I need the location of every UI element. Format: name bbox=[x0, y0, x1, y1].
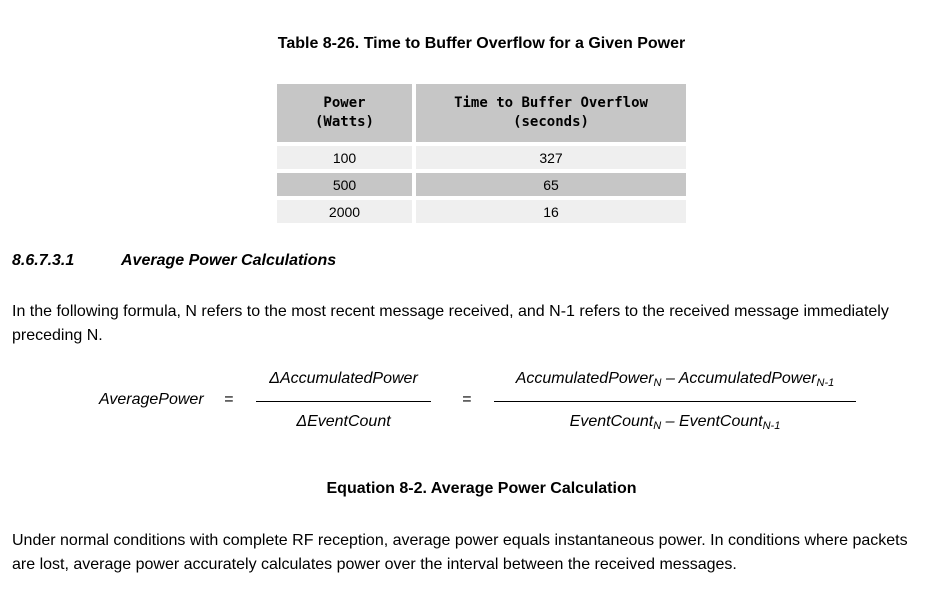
minus-sign: – bbox=[661, 413, 679, 430]
fraction2-numerator bbox=[494, 370, 856, 389]
paragraph-conditions: Under normal conditions with complete RF reception, average power equals instantaneous power. In conditions where packets are lost, average power accurately calculates power over the interval between the received messages. bbox=[12, 532, 908, 573]
fraction1-bar bbox=[256, 401, 431, 402]
equation-caption: Equation 8-2. Average Power Calculation bbox=[326, 480, 637, 497]
table-row bbox=[277, 200, 687, 223]
buffer-overflow-table bbox=[277, 84, 687, 223]
subscript: N-1 bbox=[816, 377, 835, 389]
subscript: N bbox=[653, 420, 662, 432]
equals-sign: = bbox=[462, 391, 472, 408]
paragraph-intro: In the following formula, N refers to the most recent message received, and N-1 refers to the received message immediately preceding N. bbox=[12, 303, 889, 344]
table-row bbox=[277, 146, 687, 169]
minus-sign: – bbox=[661, 370, 679, 387]
equation-lhs: AveragePower bbox=[99, 391, 204, 408]
term: AccumulatedPower bbox=[515, 370, 654, 387]
table-row bbox=[277, 173, 687, 196]
column-header-power: Power (Watts) bbox=[277, 84, 412, 142]
table-caption: Table 8-26. Time to Buffer Overflow for a Given Power bbox=[277, 35, 686, 52]
table-cell: 500 bbox=[277, 173, 412, 196]
table-cell: 327 bbox=[416, 146, 686, 169]
table-cell: 2000 bbox=[277, 200, 412, 223]
subscript: N bbox=[653, 377, 662, 389]
fraction1-denominator: ΔEventCount bbox=[296, 413, 391, 430]
subscript: N-1 bbox=[762, 420, 781, 432]
section-title: Average Power Calculations bbox=[121, 252, 337, 269]
fraction1-numerator: ΔAccumulatedPower bbox=[269, 370, 418, 387]
term: EventCount bbox=[569, 413, 654, 430]
table-cell: 16 bbox=[416, 200, 686, 223]
term: AccumulatedPower bbox=[678, 370, 817, 387]
term: EventCount bbox=[679, 413, 763, 430]
table-header-row bbox=[277, 84, 687, 142]
section-number: 8.6.7.3.1 bbox=[12, 252, 75, 269]
table-cell: 65 bbox=[416, 173, 686, 196]
column-header-time: Time to Buffer Overflow (seconds) bbox=[416, 84, 686, 142]
fraction2-denominator bbox=[494, 413, 856, 432]
equals-sign: = bbox=[224, 391, 234, 408]
fraction2-bar bbox=[494, 401, 856, 402]
table-cell: 100 bbox=[277, 146, 412, 169]
